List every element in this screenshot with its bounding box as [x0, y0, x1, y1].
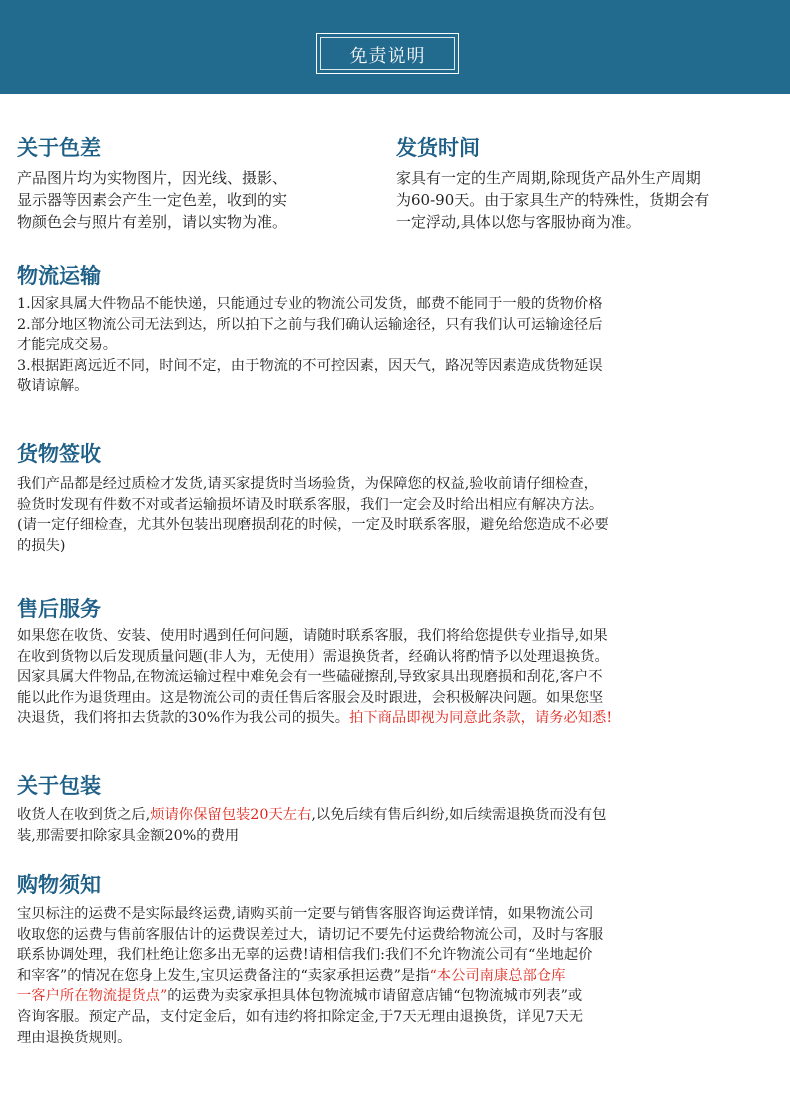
text-line: 能以此作为退货理由。这是物流公司的责任售后客服会及时跟进，会积极解决问题。如果您坚 [17, 689, 604, 706]
text-line [17, 986, 603, 1007]
section-body-signing [17, 474, 609, 556]
section-heading-signing: 货物签收 [17, 442, 101, 466]
text-line: (请一定仔细检查，尤其外包装出现磨损刮花的时候，一定及时联系客服，避免给您造成不必要 [17, 517, 609, 534]
shopping-highlight: “本公司南康总部仓库 [429, 967, 566, 984]
packaging-text: ,以免后续有售后纠纷,如后续需退换货而没有包 [311, 807, 607, 823]
text-line: 物颜色会与照片有差别，请以实物为准。 [17, 213, 288, 231]
packaging-text: 收货人在收到货之后, [17, 807, 151, 823]
after-sales-warning: 拍下商品即视为同意此条款，请务必知悉! [349, 710, 613, 727]
after-sales-last-text: 决退货，我们将扣去货款的30%作为我公司的损失。 [17, 710, 350, 727]
text-line: 验货时发现有件数不对或者运输损坏请及时联系客服，我们一定会及时给出相应有解决方法。 [17, 496, 604, 513]
text-line: 家具有一定的生产周期,除现货产品外生产周期 [396, 169, 701, 187]
shopping-highlight: 一客户所在物流提货点” [17, 988, 168, 1005]
section-heading-packaging: 关于包装 [17, 774, 101, 798]
text-line: 因家具属大件物品,在物流运输过程中难免会有一些磕碰擦刮,导致家具出现磨损和刮花,客户不 [17, 669, 603, 686]
text-line: 2.部分地区物流公司无法到达，所以拍下之前与我们确认运输途径，只有我们认可运输途径后 [17, 316, 603, 333]
title-frame [316, 33, 459, 74]
text-line: 敬请谅解。 [17, 378, 89, 395]
section-heading-after-sales: 售后服务 [17, 597, 101, 621]
header-banner [0, 0, 790, 94]
text-line: 为60-90天。由于家具生产的特殊性，货期会有 [396, 191, 710, 209]
text-line: 我们产品都是经过质检才发货,请买家提货时当场验货，为保障您的权益,验收前请仔细检查， [17, 476, 598, 492]
text-line: 咨询客服。预定产品，支付定金后，如有违约将扣除定金,于7天无理由退换货，详见7天无 [17, 1008, 584, 1025]
section-body-color [17, 167, 287, 233]
shopping-text: 和宰客”的情况在您身上发生,宝贝运费备注的“卖家承担运费”是指 [17, 967, 430, 984]
text-line: 在收到货物以后发现质量问题(非人为，无使用）需退换货者，经确认将酌情予以处理退换货。 [17, 648, 609, 665]
text-line: 的损失) [17, 537, 66, 554]
text-line: 宝贝标注的运费不是实际最终运费,请购买前一定要与销售客服咨询运费详情，如果物流公司 [17, 906, 594, 922]
text-line [17, 805, 606, 826]
section-body-shopping [17, 904, 603, 1048]
section-body-shipping-time [396, 167, 709, 233]
text-line: 1.因家具属大件物品不能快递，只能通过专业的物流公司发货，邮费不能同于一般的货物价格 [17, 296, 603, 312]
text-line [17, 966, 603, 987]
text-line: 如果您在收货、安装、使用时遇到任何问题，请随时联系客服，我们将给您提供专业指导,如果 [17, 628, 608, 644]
page-title: 免责说明 [349, 46, 426, 67]
section-heading-color: 关于色差 [17, 136, 101, 160]
text-line: 联系协调处理，我们杜绝让您多出无辜的运费!请相信我们:我们不允许物流公司有“坐地起价 [17, 947, 593, 964]
section-body-logistics [17, 294, 603, 397]
section-body-packaging [17, 805, 606, 846]
packaging-highlight: 烦请你保留包装20天左右 [150, 807, 312, 823]
text-line: 3.根据距离远近不同，时间不定，由于物流的不可控因素，因天气，路况等因素造成货物延误 [17, 357, 603, 374]
section-heading-shipping-time: 发货时间 [396, 136, 480, 160]
text-line: 才能完成交易。 [17, 337, 118, 354]
text-line: 收取您的运费与售前客服估计的运费误差过大，请切记不要先付运费给物流公司，及时与客服 [17, 926, 604, 943]
text-line: 显示器等因素会产生一定色差，收到的实 [17, 191, 288, 209]
shopping-text: 的运费为卖家承担具体包物流城市请留意店铺“包物流城市列表”或 [167, 988, 583, 1005]
text-line: 一定浮动,具体以您与客服协商为准。 [396, 213, 641, 231]
section-heading-shopping: 购物须知 [17, 873, 101, 897]
text-line [17, 708, 612, 729]
section-body-after-sales [17, 626, 612, 729]
text-line: 装,那需要扣除家具金额20%的费用 [17, 827, 240, 844]
text-line: 理由退换货规则。 [17, 1029, 132, 1046]
section-heading-logistics: 物流运输 [17, 264, 101, 288]
text-line: 产品图片均为实物图片，因光线、摄影、 [17, 169, 288, 187]
